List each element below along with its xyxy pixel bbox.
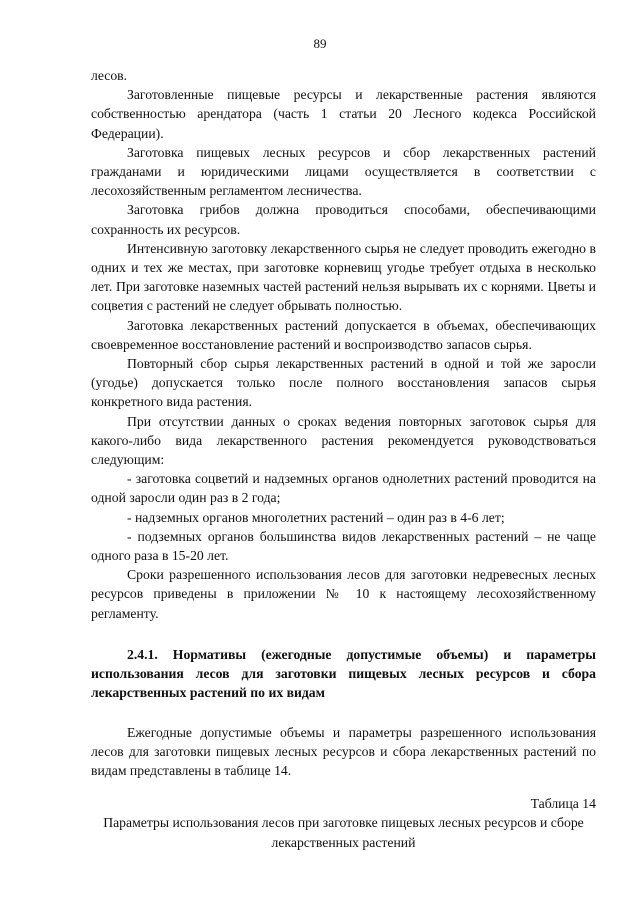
page-body: [91, 66, 596, 852]
spacer: [91, 703, 596, 723]
page-number: 89: [313, 36, 327, 51]
list-item: - подземных органов большинства видов лекарственных растений – не чаще одного раза в 15-20 лет.: [91, 528, 596, 564]
list-item: - надземных органов многолетних растений – один раз в 4-6 лет;: [127, 509, 505, 525]
section-paragraph: Ежегодные допустимые объемы и параметры разрешенного использования лесов для заготовки пищевых лесных ресурсов и сбора лекарственных растений по видам представлены в таблице 14.: [91, 724, 596, 778]
paragraph: Заготовка пищевых лесных ресурсов и сбор лекарственных растений гражданами и юридическими лицами осуществляется в соответствии с лесохозяйственным регламентом лесничества.: [91, 144, 596, 199]
paragraph: Повторный сбор сырья лекарственных растений в одной и той же заросли (угодье) допускается только после полного восстановления запасов сырья конкретного вида растения.: [91, 356, 596, 410]
list-item: - заготовка соцветий и надземных органов однолетних растений проводится на одной заросли один раз в 2 года;: [91, 471, 596, 506]
paragraph-continuation: лесов.: [91, 68, 128, 83]
paragraph: Заготовка грибов должна проводиться способами, обеспечивающими сохранность их ресурсов.: [91, 202, 596, 237]
table-label: Таблица 14: [530, 796, 596, 812]
paragraph: Заготовка лекарственных растений допускается в объемах, обеспечивающих своевременное восстановление растений и воспроизводство запасов сырья.: [91, 317, 596, 352]
section-heading: 2.4.1. Нормативы (ежегодные допустимые объемы) и параметры использования лесов для заготовки пищевых лесных ресурсов и сбора лекарственных растений по их видам: [91, 646, 596, 701]
table-caption: Параметры использования лесов при заготовке пищевых лесных ресурсов и сборе лекарственных растений: [103, 815, 584, 850]
paragraph: Сроки разрешенного использования лесов для заготовки недревесных лесных ресурсов приведены в приложении № 10 к настоящему лесохозяйственному регламенту.: [91, 567, 596, 621]
paragraph: При отсутствии данных о сроках ведения повторных заготовок сырья для какого-либо вида лекарственного растения рекомендуется руководствоваться следующим:: [91, 413, 596, 468]
paragraph: Заготовленные пищевые ресурсы и лекарственные растения являются собственностью арендатора (часть 1 статьи 20 Лесного кодекса Российской Федерации).: [91, 87, 596, 141]
paragraph: Интенсивную заготовку лекарственного сырья не следует проводить ежегодно в одних и тех же местах, при заготовке корневищ угодье требует отдыха в несколько лет. При заготовке наземных частей растений нельзя вырывать их с корнями. Цветы и соцветия с растений не следует обрывать полностью.: [91, 240, 596, 314]
